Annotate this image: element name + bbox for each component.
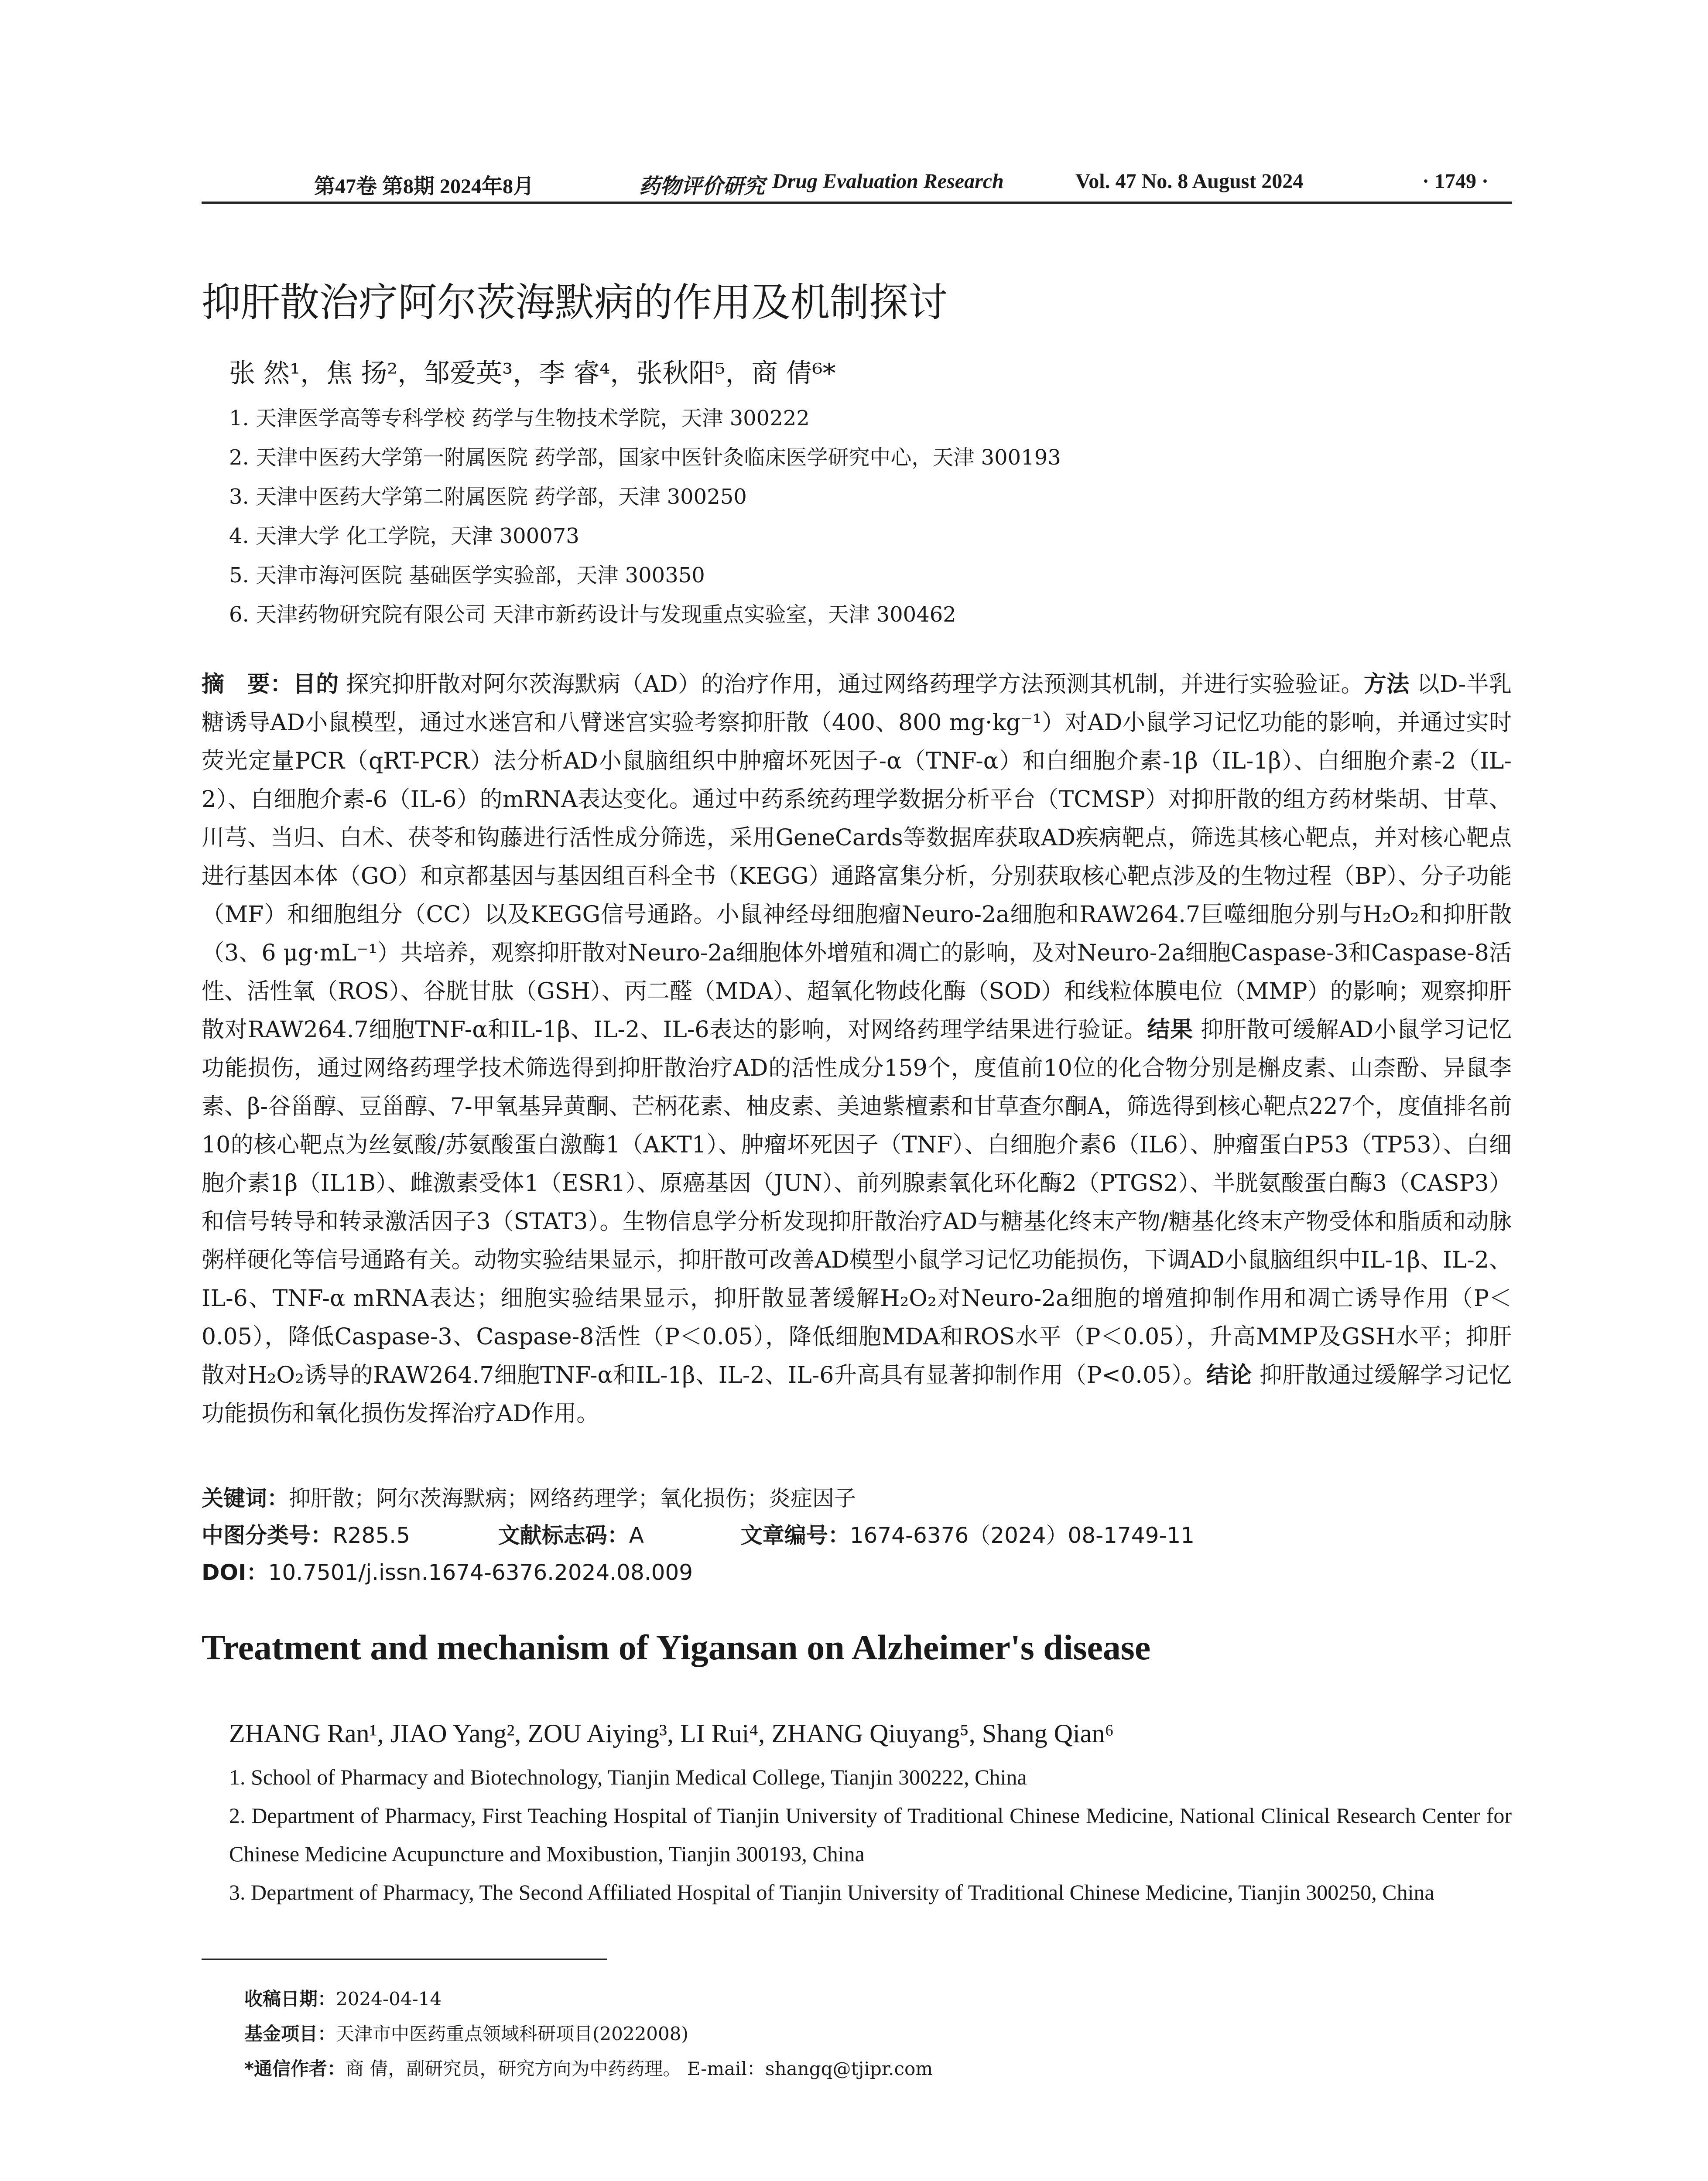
doi-value: 10.7501/j.issn.1674-6376.2024.08.009 — [268, 1560, 693, 1585]
header-journal-en: Drug Evaluation Research — [772, 170, 1004, 193]
keywords-line — [202, 1481, 856, 1512]
title-en: Treatment and mechanism of Yigansan on Alzheimer's disease — [202, 1627, 1151, 1667]
results-label: 结果 — [1147, 1017, 1193, 1043]
fund-value: 天津市中医药重点领域科研项目(2022008) — [336, 2023, 688, 2044]
doc-code-label: 文献标志码： — [498, 1523, 629, 1548]
doc-code-value: A — [629, 1523, 644, 1548]
header-issue-en: Vol. 47 No. 8 August 2024 — [1075, 170, 1304, 193]
objective-text: 探究抑肝散对阿尔茨海默病（AD）的治疗作用，通过网络药理学方法预测其机制，并进行实验验证。 — [346, 671, 1364, 697]
affiliation-cn-3: 3. 天津中医药大学第二附属医院 药学部，天津 300250 — [229, 485, 747, 509]
header-journal-cn: 药物评价研究 — [639, 174, 765, 198]
doi-line — [202, 1555, 693, 1586]
fund-label: 基金项目： — [244, 2023, 336, 2044]
authors-en: ZHANG Ran¹, JIAO Yang², ZOU Aiying³, LI Rui⁴, ZHANG Qiuyang⁵, Shang Qian⁶ — [229, 1719, 1114, 1748]
affiliation-cn-6: 6. 天津药物研究院有限公司 天津市新药设计与发现重点实验室，天津 300462 — [229, 602, 956, 627]
running-header — [314, 169, 1512, 198]
affiliation-cn-4: 4. 天津大学 化工学院，天津 300073 — [229, 524, 579, 548]
received-value: 2024-04-14 — [336, 1988, 442, 2010]
article-no-label: 文章编号： — [740, 1523, 850, 1548]
clc-label: 中图分类号： — [202, 1523, 332, 1548]
abstract-cn — [202, 665, 1512, 1433]
footnote-fund — [244, 2020, 688, 2046]
header-page-number: · 1749 · — [1422, 170, 1489, 193]
conclusion-label: 结论 — [1206, 1362, 1252, 1388]
footnote-correspondence — [244, 2055, 933, 2081]
results-text: 抑肝散可缓解AD小鼠学习记忆功能损伤，通过网络药理学技术筛选得到抑肝散治疗AD的活性成分159个，度值前10位的化合物分别是槲皮素、山柰酚、异鼠李素、β-谷甾醇、豆甾醇、7-甲氧基异黄酮、芒柄花素、柚皮素、美迪紫檀素和甘草查尔酮A，筛选得到核心靶点227个，度值排名前10的核心靶点为丝氨酸/苏氨酸蛋白激酶1（AKT1）、肿瘤坏死因子（TNF）、白细胞介素6（IL6）、肿瘤蛋白P53（TP53）、白细胞介素1β（IL1B）、雌激素受体1（ESR1）、原癌基因（JUN）、前列腺素氧化环化酶2（PTGS2）、半胱氨酸蛋白酶3（CASP3）和信号转导和转录激活因子3（STAT3）。生物信息学分析发现抑肝散治疗AD与糖基化终末产物/糖基化终末产物受体和脂质和动脉粥样硬化等信号通路有关。动物实验结果显示，抑肝散可改善AD模型小鼠学习记忆功能损伤，下调AD小鼠脑组织中IL-1β、IL-2、IL-6、TNF-α mRNA表达；细胞实验结果显示，抑肝散显著缓解H₂O₂对Neuro-2a细胞的增殖抑制作用和凋亡诱导作用（P＜0.05），降低Caspase-3、Caspase-8活性（P＜0.05），降低细胞MDA和ROS水平（P＜0.05），升高MMP及GSH水平；抑肝散对H₂O₂诱导的RAW264.7细胞TNF-α和IL-1β、IL-2、IL-6升高具有显著抑制作用（P<0.05）。 — [202, 1017, 1512, 1388]
clc-value: R285.5 — [332, 1523, 410, 1548]
header-rule — [202, 202, 1512, 204]
title-cn: 抑肝散治疗阿尔茨海默病的作用及机制探讨 — [202, 280, 948, 325]
affiliation-cn-5: 5. 天津市海河医院 基础医学实验部，天津 300350 — [229, 563, 705, 588]
affiliation-en-1: 1. School of Pharmacy and Biotechnology, Tianjin Medical College, Tianjin 300222, China — [229, 1765, 1027, 1789]
received-label: 收稿日期： — [244, 1988, 336, 2010]
methods-text: 以D-半乳糖诱导AD小鼠模型，通过水迷宫和八臂迷宫实验考察抑肝散（400、800 mg·kg⁻¹）对AD小鼠学习记忆功能的影响，并通过实时荧光定量PCR（qRT-PCR）法分析AD小鼠脑组织中肿瘤坏死因子-α（TNF-α）和白细胞介素-1β（IL-1β）、白细胞介素-2（IL-2）、白细胞介素-6（IL-6）的mRNA表达变化。通过中药系统药理学数据分析平台（TCMSP）对抑肝散的组方药材柴胡、甘草、川芎、当归、白术、茯苓和钩藤进行活性成分筛选，采用GeneCards等数据库获取AD疾病靶点，筛选其核心靶点，并对核心靶点进行基因本体（GO）和京都基因与基因组百科全书（KEGG）通路富集分析，分别获取核心靶点涉及的生物过程（BP）、分子功能（MF）和细胞组分（CC）以及KEGG信号通路。小鼠神经母细胞瘤Neuro-2a细胞和RAW264.7巨噬细胞分别与H₂O₂和抑肝散（3、6 μg·mL⁻¹）共培养，观察抑肝散对Neuro-2a细胞体外增殖和凋亡的影响，及对Neuro-2a细胞Caspase-3和Caspase-8活性、活性氧（ROS）、谷胱甘肽（GSH）、丙二醛（MDA）、超氧化物歧化酶（SOD）和线粒体膜电位（MMP）的影响；观察抑肝散对RAW264.7细胞TNF-α和IL-1β、IL-2、IL-6表达的影响，对网络药理学结果进行验证。 — [202, 671, 1512, 1043]
keywords-label: 关键词： — [202, 1486, 289, 1511]
article-no-value: 1674-6376（2024）08-1749-11 — [849, 1523, 1195, 1548]
conclusion-text: 抑肝散通过缓解学习记忆功能损伤和氧化损伤发挥治疗AD作用。 — [202, 1362, 1512, 1427]
keywords-text: 抑肝散；阿尔茨海默病；网络药理学；氧化损伤；炎症因子 — [289, 1486, 856, 1511]
footnote-rule — [202, 1959, 607, 1960]
affiliation-en-2: 2. Department of Pharmacy, First Teaching Hospital of Tianjin University of Traditional Chinese Medicine, National Clinical Research Center for Chinese Medicine Acupuncture and Moxibustion, Tianjin 300193, China — [229, 1803, 1512, 1866]
classification-line — [202, 1518, 1195, 1549]
affiliation-cn-1: 1. 天津医学高等专科学校 药学与生物技术学院，天津 300222 — [229, 406, 810, 431]
methods-label: 方法 — [1363, 671, 1410, 697]
header-issue-cn: 第47卷 第8期 2024年8月 — [314, 175, 534, 198]
corr-label: *通信作者： — [244, 2058, 346, 2079]
doi-label: DOI： — [202, 1560, 268, 1585]
affiliation-en-3: 3. Department of Pharmacy, The Second Affiliated Hospital of Tianjin University of Traditional Chinese Medicine, Tianjin 300250, China — [229, 1880, 1434, 1904]
abstract-label: 摘 要： — [202, 671, 293, 697]
footnote-received — [244, 1985, 442, 2011]
corr-value: 商 倩，副研究员，研究方向为中药药理。 E-mail：shangq@tjipr.com — [345, 2058, 933, 2079]
affiliation-cn-2: 2. 天津中医药大学第一附属医院 药学部，国家中医针灸临床医学研究中心，天津 300193 — [229, 445, 1061, 470]
objective-label: 目的 — [293, 671, 339, 697]
authors-cn: 张 然¹，焦 扬²，邹爱英³，李 睿⁴，张秋阳⁵，商 倩⁶* — [229, 358, 836, 389]
